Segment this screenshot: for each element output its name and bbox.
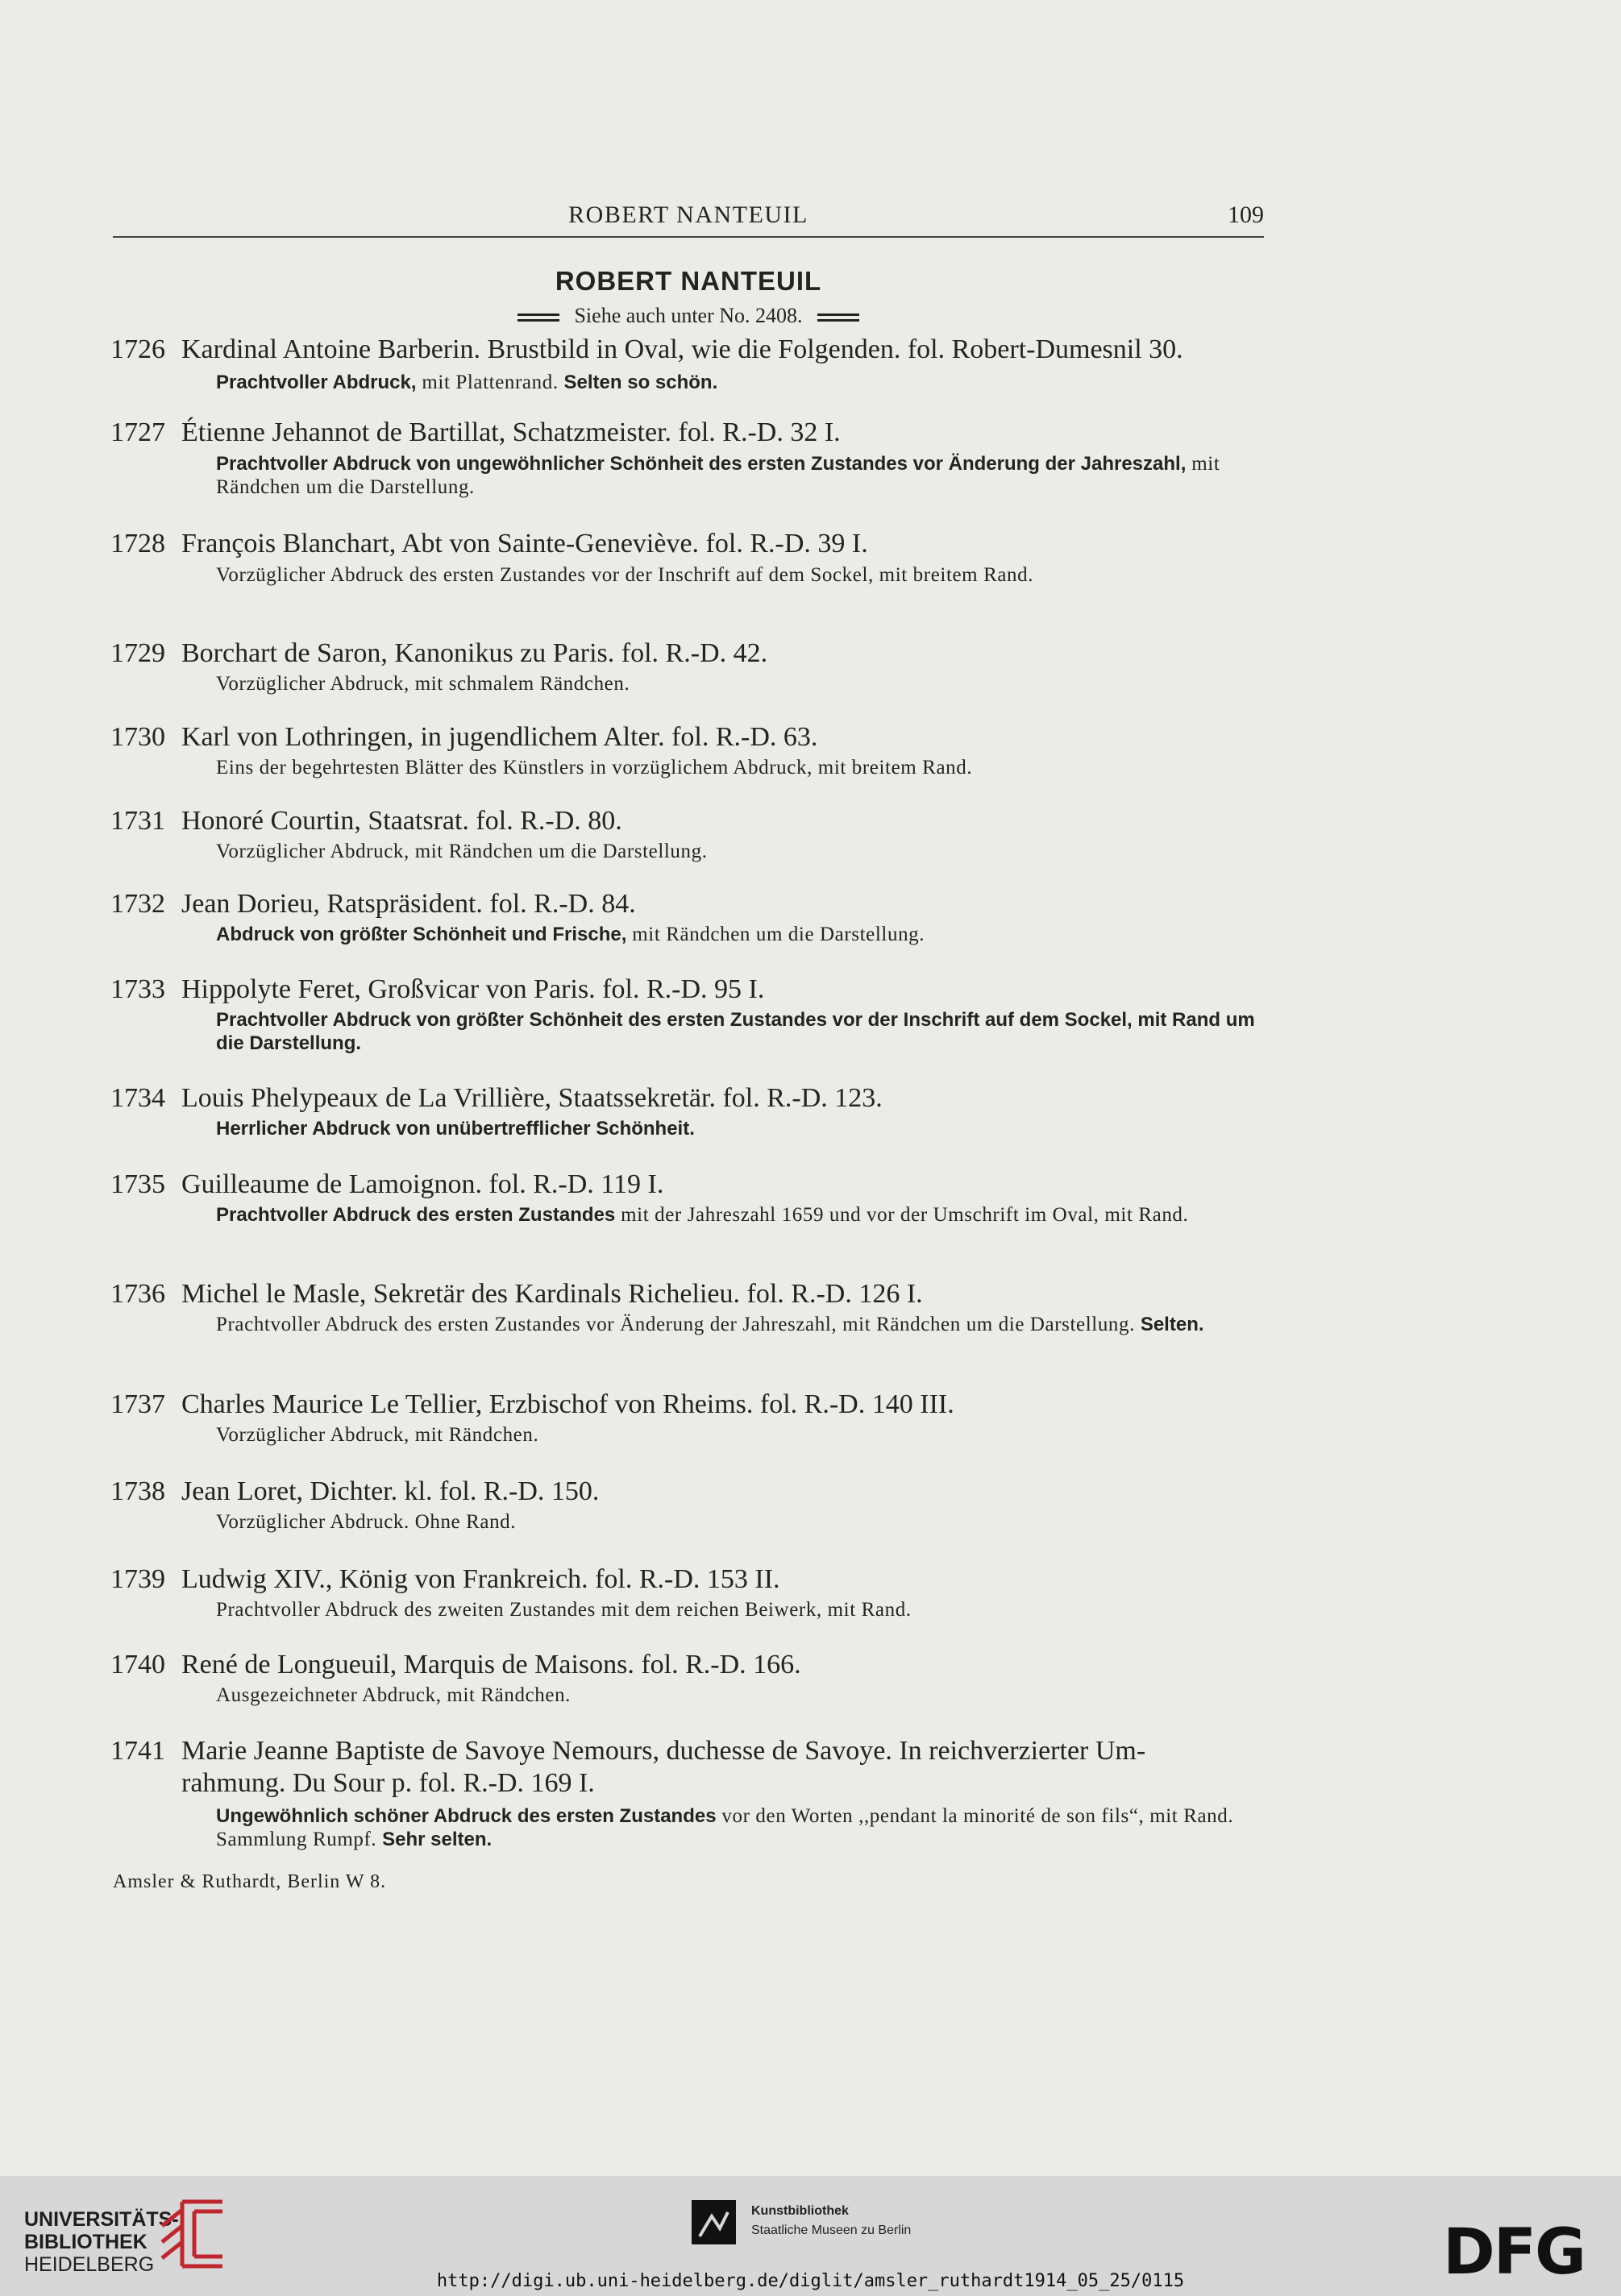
entry-number: 1737 — [110, 1389, 165, 1419]
dfg-logo[interactable]: DFG — [1443, 2216, 1586, 2289]
catalog-entry — [110, 1389, 1266, 1447]
entry-number: 1741 — [110, 1736, 165, 1766]
entry-title: Hippolyte Feret, Großvicar von Paris. fol. R.-D. 95 I. — [181, 974, 765, 1004]
catalog-entry — [110, 334, 1266, 394]
entry-heading — [110, 1169, 1266, 1201]
catalog-entry — [110, 1278, 1266, 1336]
entry-number: 1731 — [110, 806, 165, 836]
section-title: ROBERT NANTEUIL — [555, 266, 822, 296]
kunstbibliothek-logo-text[interactable] — [751, 2202, 911, 2240]
entry-number: 1728 — [110, 529, 165, 558]
entry-number: 1733 — [110, 974, 165, 1004]
entry-title: Étienne Jehannot de Bartillat, Schatzmeister. fol. R.-D. 32 I. — [181, 417, 841, 447]
running-head-title: ROBERT NANTEUIL — [568, 201, 808, 228]
page-number: 109 — [1228, 201, 1264, 228]
desc-text: mit der Jahreszahl 1659 und vor der Umschrift im Oval, mit Rand. — [615, 1204, 1189, 1226]
entry-number: 1734 — [110, 1083, 165, 1113]
desc-text: mit Rändchen um die Darstellung. — [626, 924, 925, 945]
catalog-entry — [110, 1735, 1266, 1851]
kb-line-2: Staatliche Museen zu Berlin — [751, 2223, 912, 2237]
desc-bold: Abdruck von größter Schönheit und Frische, — [216, 924, 627, 945]
double-rule-right — [817, 313, 859, 322]
entry-heading — [110, 1649, 1266, 1681]
entry-heading — [110, 417, 1266, 449]
desc-bold: Ungewöhnlich schöner Abdruck des ersten Zustandes — [216, 1805, 717, 1827]
header-rule — [113, 236, 1264, 238]
entry-title: Louis Phelypeaux de La Vrillière, Staatssekretär. fol. R.-D. 123. — [181, 1083, 883, 1113]
entry-description: Prachtvoller Abdruck des zweiten Zustandes mit dem reichen Beiwerk, mit Rand. — [216, 1599, 912, 1621]
entry-description — [216, 923, 1266, 946]
catalog-entry — [110, 721, 1266, 779]
entry-description: Vorzüglicher Abdruck, mit schmalem Rändchen. — [216, 673, 630, 695]
entry-title: Ludwig XIV., König von Frankreich. fol. R.-D. 153 II. — [181, 1564, 780, 1594]
entry-heading — [110, 1082, 1266, 1115]
desc-bold: Prachtvoller Abdruck von größter Schönheit des ersten Zustandes vor der Inschrift auf dem Sockel, mit Rand um die Darstellung. — [216, 1009, 1255, 1054]
catalog-entry — [110, 1169, 1266, 1227]
desc-bold-2: Sehr selten. — [382, 1829, 493, 1850]
entry-title: Charles Maurice Le Tellier, Erzbischof von Rheims. fol. R.-D. 140 III. — [181, 1389, 954, 1419]
running-head — [113, 201, 1264, 234]
logo-line-2: BIBLIOTHEK — [24, 2231, 148, 2253]
entry-description: Vorzüglicher Abdruck, mit Rändchen um die Darstellung. — [216, 841, 708, 862]
see-also-text: Siehe auch unter No. 2408. — [574, 304, 803, 327]
catalog-entry — [110, 1563, 1266, 1621]
entry-number: 1729 — [110, 638, 165, 668]
entry-number: 1727 — [110, 417, 165, 447]
university-library-logo-icon — [158, 2194, 231, 2274]
entry-number: 1740 — [110, 1650, 165, 1679]
entry-number: 1738 — [110, 1476, 165, 1506]
see-also-note — [113, 304, 1264, 328]
entry-heading — [110, 1389, 1266, 1421]
entry-description: Eins der begehrtesten Blätter des Künstlers in vorzüglichem Abdruck, mit breitem Rand. — [216, 757, 973, 778]
entry-description: Vorzüglicher Abdruck, mit Rändchen. — [216, 1424, 539, 1446]
entry-title: Karl von Lothringen, in jugendlichem Alter. fol. R.-D. 63. — [181, 722, 818, 752]
entry-heading — [110, 637, 1266, 670]
entry-heading — [110, 1735, 1266, 1767]
entry-title: Borchart de Saron, Kanonikus zu Paris. fol. R.-D. 42. — [181, 638, 768, 668]
catalog-entry — [110, 974, 1266, 1055]
entry-description — [216, 1008, 1266, 1055]
entry-number: 1739 — [110, 1564, 165, 1594]
entry-title: Jean Loret, Dichter. kl. fol. R.-D. 150. — [181, 1476, 600, 1506]
entry-number: 1732 — [110, 889, 165, 919]
entry-description: Vorzüglicher Abdruck. Ohne Rand. — [216, 1511, 517, 1533]
entry-description — [216, 1117, 1266, 1140]
desc-text: vor den Worten ,,pendant la minorité de son fils“, mit Rand. Sammlung Rumpf. — [216, 1805, 1234, 1850]
catalog-entry — [110, 417, 1266, 499]
entry-title: Honoré Courtin, Staatsrat. fol. R.-D. 80. — [181, 806, 622, 836]
desc-text: Prachtvoller Abdruck des ersten Zustandes vor Änderung der Jahreszahl, mit Rändchen um die Darstellung. — [216, 1314, 1141, 1335]
university-library-logo-text[interactable] — [24, 2208, 179, 2276]
desc-bold: Herrlicher Abdruck von unübertrefflicher Schönheit. — [216, 1118, 695, 1140]
entry-title: Michel le Masle, Sekretär des Kardinals Richelieu. fol. R.-D. 126 I. — [181, 1279, 923, 1309]
kunstbibliothek-logo-icon — [692, 2200, 736, 2244]
catalog-entry — [110, 637, 1266, 695]
publisher-imprint: Amsler & Ruthardt, Berlin W 8. — [113, 1871, 387, 1892]
catalog-entry — [110, 528, 1266, 587]
entry-description — [216, 1203, 1266, 1227]
entry-description: Ausgezeichneter Abdruck, mit Rändchen. — [216, 1684, 572, 1706]
entry-description — [216, 1804, 1266, 1851]
kb-line-1: Kunstbibliothek — [751, 2204, 849, 2218]
catalog-entry — [110, 805, 1266, 863]
catalog-entry — [110, 888, 1266, 946]
logo-line-1: UNIVERSITÄTS- — [24, 2208, 179, 2231]
catalog-entry — [110, 1082, 1266, 1140]
entry-description: Vorzüglicher Abdruck des ersten Zustandes vor der Inschrift auf dem Sockel, mit breitem Rand. — [216, 564, 1034, 586]
permalink-url[interactable]: http://digi.ub.uni-heidelberg.de/diglit/amsler_ruthardt1914_05_25/0115 — [436, 2271, 1185, 2291]
entry-heading — [110, 1278, 1266, 1310]
entry-title-continued: rahmung. Du Sour p. fol. R.-D. 169 I. — [181, 1768, 595, 1798]
desc-text: mit Plattenrand. — [416, 372, 564, 393]
entry-heading — [110, 334, 1266, 366]
desc-bold-2: Selten so schön. — [563, 372, 718, 393]
entry-title: François Blanchart, Abt von Sainte-Geneviève. fol. R.-D. 39 I. — [181, 529, 868, 558]
entry-heading — [110, 974, 1266, 1006]
catalog-entry — [110, 1476, 1266, 1534]
viewer-footer — [0, 2176, 1621, 2296]
entry-number: 1730 — [110, 722, 165, 752]
entry-number: 1736 — [110, 1279, 165, 1309]
catalog-entry — [110, 1649, 1266, 1707]
entry-description — [216, 371, 1266, 394]
desc-bold: Prachtvoller Abdruck des ersten Zustandes — [216, 1204, 616, 1226]
desc-text: mit Rändchen um die Darstellung. — [216, 453, 1220, 498]
double-rule-left — [517, 313, 559, 322]
entry-heading — [110, 805, 1266, 837]
entry-heading — [110, 1563, 1266, 1596]
entry-description — [216, 1313, 1266, 1336]
entry-title: René de Longueuil, Marquis de Maisons. fol. R.-D. 166. — [181, 1650, 801, 1679]
entry-title: Kardinal Antoine Barberin. Brustbild in Oval, wie die Folgenden. fol. Robert-Dumesnil 30. — [181, 334, 1183, 364]
entry-title: Guilleaume de Lamoignon. fol. R.-D. 119 I. — [181, 1169, 664, 1199]
entry-title: Jean Dorieu, Ratspräsident. fol. R.-D. 84. — [181, 889, 636, 919]
entry-number: 1726 — [110, 334, 165, 364]
entry-title: Marie Jeanne Baptiste de Savoye Nemours, duchesse de Savoye. In reichverzierter Um- — [181, 1736, 1146, 1766]
desc-bold-2: Selten. — [1140, 1314, 1204, 1335]
entry-heading — [110, 1476, 1266, 1508]
logo-line-3: HEIDELBERG — [24, 2253, 155, 2276]
entry-heading — [110, 528, 1266, 560]
desc-bold: Prachtvoller Abdruck von ungewöhnlicher Schönheit des ersten Zustandes vor Änderung der Jahreszahl, — [216, 453, 1187, 475]
entry-heading — [110, 888, 1266, 920]
entry-number: 1735 — [110, 1169, 165, 1199]
entry-heading — [110, 721, 1266, 754]
desc-bold: Prachtvoller Abdruck, — [216, 372, 417, 393]
entry-description — [216, 452, 1266, 499]
